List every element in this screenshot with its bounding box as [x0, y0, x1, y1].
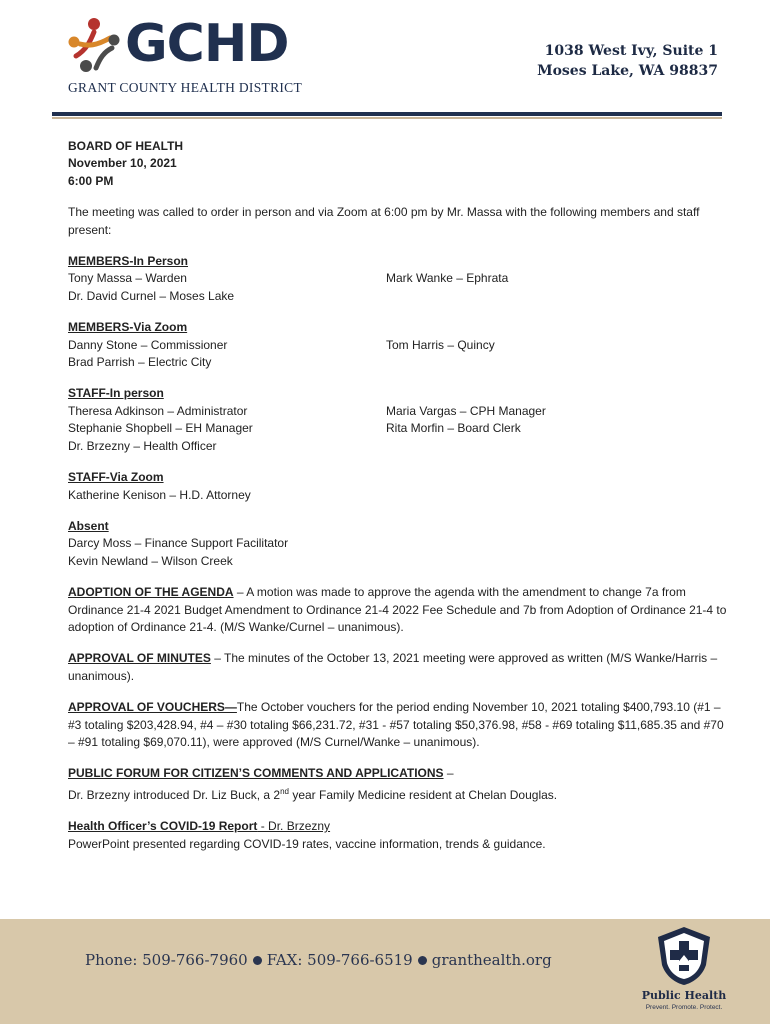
public-health-shield-icon: [654, 925, 714, 987]
vouchers-paragraph: [68, 699, 728, 751]
gchd-logo-mark: [66, 16, 122, 74]
agenda-paragraph: [68, 584, 728, 636]
attendee: Mark Wanke – Ephrata: [386, 271, 509, 286]
forum-paragraph: [68, 765, 728, 804]
attendee: Darcy Moss – Finance Support Facilitator: [68, 536, 289, 551]
address-line-2: Moses Lake, WA 98837: [537, 63, 718, 79]
logo-wordmark: GCHD: [125, 14, 289, 74]
footer-contact: [85, 951, 552, 969]
attendee: Katherine Kenison – H.D. Attorney: [68, 487, 251, 502]
meeting-intro: The meeting was called to order in person and via Zoom at 6:00 pm by Mr. Massa with the following members and staff present:: [68, 205, 700, 237]
footer-website[interactable]: granthealth.org: [431, 951, 552, 969]
section-members-via-zoom: [68, 319, 728, 371]
vouchers-text: The October vouchers for the period ending November 10, 2021 totaling $400,793.10 (#1 –#3 totaling $203,428.94, #4 – #30 totaling $66,231.72, #31 - #57 totaling $50,376.98, #58 - #69 totaling $11,685.35 and #70 – #91 totaling $69,070.11), were approved (M/S Curnel/Wanke – unanimous).: [68, 700, 724, 749]
bullet-icon: [418, 956, 427, 965]
meeting-time: 6:00 PM: [68, 173, 114, 188]
forum-text-before: Dr. Brzezny introduced Dr. Liz Buck, a 2: [68, 787, 281, 802]
address-block: [537, 41, 718, 81]
minutes-body: [68, 138, 728, 853]
footer-fax: FAX: 509-766-6519: [266, 951, 413, 969]
public-health-name: Public Health: [641, 989, 727, 1002]
attendee: Brad Parrish – Electric City: [68, 355, 212, 370]
attendee: Dr. Brzezny – Health Officer: [68, 438, 217, 453]
covid-text: PowerPoint presented regarding COVID-19 rates, vaccine information, trends & guidance.: [68, 836, 546, 851]
meeting-board: BOARD OF HEALTH: [68, 139, 184, 153]
attendee: Stephanie Shopbell – EH Manager: [68, 421, 253, 436]
address-line-1: 1038 West Ivy, Suite 1: [544, 43, 718, 59]
attendee: Danny Stone – Commissioner: [68, 337, 228, 352]
minutes-text: – The minutes of the October 13, 2021 meeting were approved as written (M/S Wanke/Harris – unanimous).: [68, 651, 718, 683]
header-rule-navy: [52, 112, 722, 116]
agenda-text: – A motion was made to approve the agenda with the amendment to change 7a from Ordinance 21-4 2021 Budget Amendment to Ordinance 21-4 2022 Fee Schedule and 7b from Adoption of Ordinance 21-4 to adoption of Ordinance 21-4. (M/S Wanke/Curnel – unanimous).: [68, 585, 727, 634]
section-title: Absent: [68, 518, 109, 533]
org-name: GRANT COUNTY HEALTH DISTRICT: [68, 80, 303, 95]
section-members-in-person: [68, 253, 728, 305]
covid-paragraph: [68, 818, 728, 853]
covid-presenter: - Dr. Brzezny: [257, 819, 331, 834]
section-title: MEMBERS-Via Zoom: [68, 320, 188, 335]
section-absent: [68, 518, 728, 570]
forum-dash: –: [443, 766, 454, 781]
forum-text-after: year Family Medicine resident at Chelan Douglas.: [289, 787, 558, 802]
footer: [0, 919, 770, 1024]
public-health-tagline: Prevent. Promote. Protect.: [645, 1004, 723, 1011]
minutes-title: APPROVAL OF MINUTES: [68, 651, 211, 666]
header-rule-tan: [52, 117, 722, 119]
covid-title: Health Officer’s COVID-19 Report: [68, 819, 258, 834]
section-title: STAFF-Via Zoom: [68, 470, 164, 485]
footer-phone: Phone: 509-766-7960: [85, 951, 248, 969]
attendee: Theresa Adkinson – Administrator: [68, 403, 248, 418]
agenda-title: ADOPTION OF THE AGENDA: [68, 585, 234, 600]
section-staff-via-zoom: [68, 469, 728, 504]
forum-title: PUBLIC FORUM FOR CITIZEN’S COMMENTS AND APPLICATIONS: [68, 766, 444, 781]
attendee: Dr. David Curnel – Moses Lake: [68, 288, 235, 303]
vouchers-title: APPROVAL OF VOUCHERS—: [68, 700, 237, 715]
section-staff-in-person: [68, 385, 728, 455]
attendee: Tony Massa – Warden: [68, 271, 187, 286]
minutes-paragraph: [68, 650, 728, 685]
attendee: Maria Vargas – CPH Manager: [386, 403, 546, 418]
section-title: STAFF-In person: [68, 386, 164, 401]
forum-superscript: nd: [280, 786, 289, 796]
attendee: Kevin Newland – Wilson Creek: [68, 553, 233, 568]
public-health-logo: [636, 925, 732, 1015]
meeting-date: November 10, 2021: [68, 156, 177, 171]
attendee: Tom Harris – Quincy: [386, 337, 495, 352]
bullet-icon: [253, 956, 262, 965]
attendee: Rita Morfin – Board Clerk: [386, 421, 521, 436]
section-title: MEMBERS-In Person: [68, 254, 189, 269]
